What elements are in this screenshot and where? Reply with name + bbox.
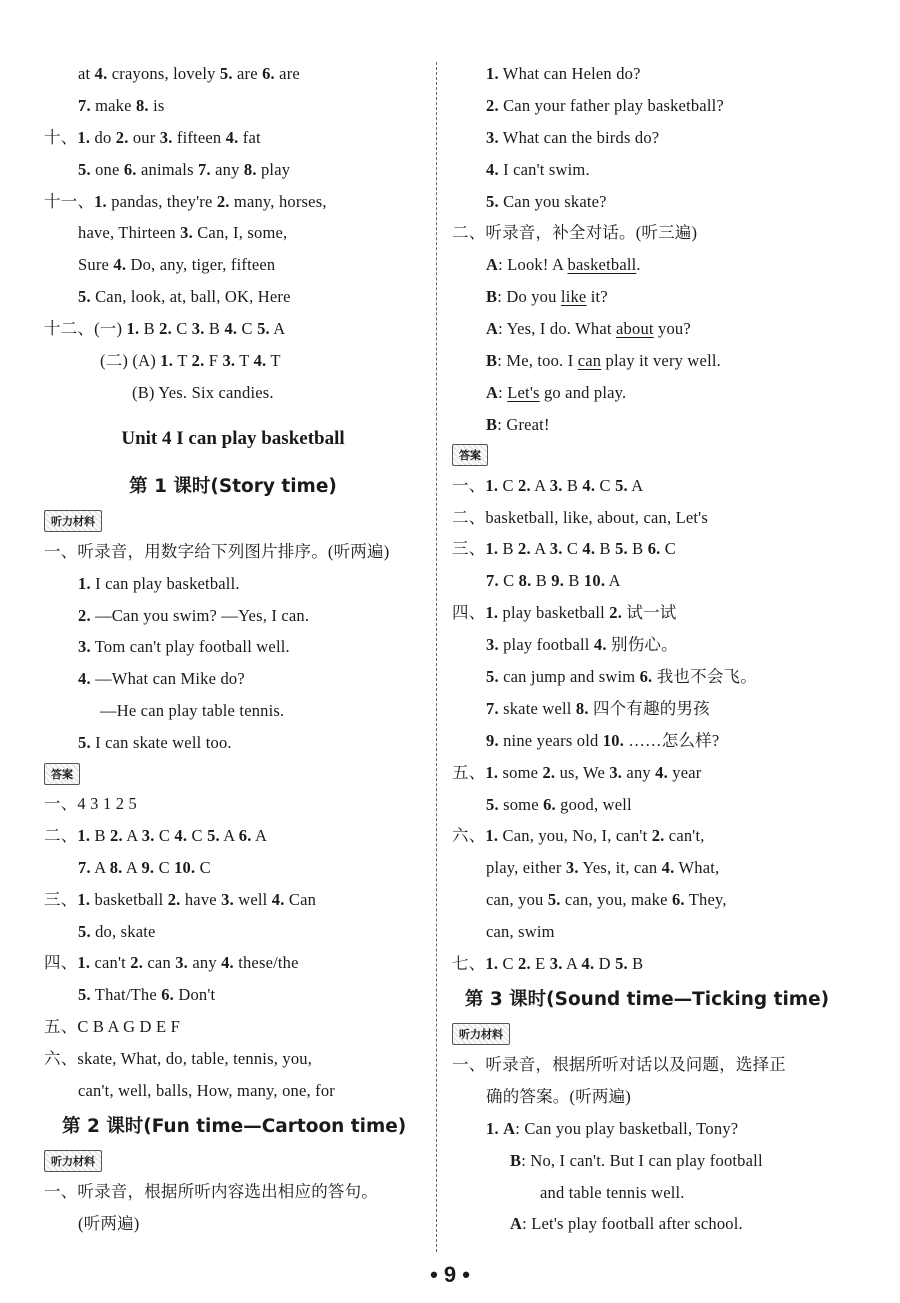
text-line: Sure 4. Do, any, tiger, fifteen xyxy=(78,255,276,275)
text-line: 三、1. B 2. A 3. C 4. B 5. B 6. C xyxy=(452,539,677,559)
text-line: 5. do, skate xyxy=(78,921,156,941)
section-tag-row xyxy=(44,507,422,536)
text-line: 5. one 6. animals 7. any 8. play xyxy=(78,159,291,179)
text-line: 六、1. Can, you, No, I, can't 2. can't, xyxy=(452,826,705,846)
text-line: 十一、1. pandas, they're 2. many, horses, xyxy=(44,191,327,211)
text-line: 3. What can the birds do? xyxy=(486,127,660,147)
text-line: 一、听录音，用数字给下列图片排序。(听两遍) xyxy=(44,541,390,561)
text-line: 7. C 8. B 9. B 10. A xyxy=(486,571,621,591)
section-tag-row xyxy=(44,1147,422,1176)
text-line: can, swim xyxy=(486,922,555,942)
text-line: 十二、(一) 1. B 2. C 3. B 4. C 5. A xyxy=(44,319,286,339)
page-number: • 9 • xyxy=(430,1262,470,1287)
lesson-heading: 第 3 课时(Sound time—Ticking time) xyxy=(464,988,830,1010)
text-line: 4. —What can Mike do? xyxy=(78,669,245,689)
text-line: have, Thirteen 3. Can, I, some, xyxy=(78,223,288,243)
text-line: 十、1. do 2. our 3. fifteen 4. fat xyxy=(44,127,261,147)
left-column xyxy=(44,58,422,1240)
text-line: B: Great! xyxy=(486,414,550,434)
text-line: A: Yes, I do. What about you? xyxy=(486,319,691,339)
section-tag-row xyxy=(452,1020,842,1049)
text-line: (听两遍) xyxy=(78,1213,140,1233)
right-column xyxy=(452,58,842,1240)
text-line: B: No, I can't. But I can play football xyxy=(510,1150,763,1170)
text-line: 三、1. basketball 2. have 3. well 4. Can xyxy=(44,889,317,909)
text-line: 五、C B A G D E F xyxy=(44,1017,180,1037)
text-line: 四、1. can't 2. can 3. any 4. these/the xyxy=(44,953,299,973)
text-line: 五、1. some 2. us, We 3. any 4. year xyxy=(452,762,702,782)
text-line: 7. skate well 8. 四个有趣的男孩 xyxy=(486,698,710,718)
column-divider xyxy=(436,62,437,1252)
text-line: 四、1. play basketball 2. 试一试 xyxy=(452,603,677,623)
text-line: play, either 3. Yes, it, can 4. What, xyxy=(486,858,720,878)
text-line: 7. make 8. is xyxy=(78,95,165,115)
text-line: 2. —Can you swim? —Yes, I can. xyxy=(78,605,310,625)
text-line: and table tennis well. xyxy=(540,1182,685,1202)
text-line: 七、1. C 2. E 3. A 4. D 5. B xyxy=(452,954,644,974)
text-line: 确的答案。(听两遍) xyxy=(486,1086,631,1106)
text-line: 一、4 3 1 2 5 xyxy=(44,794,137,814)
text-line: 1. A: Can you play basketball, Tony? xyxy=(486,1118,739,1138)
text-line: 1. I can play basketball. xyxy=(78,573,240,593)
text-line: 二、听录音，补全对话。(听三遍) xyxy=(452,223,698,243)
section-tag: 答案 xyxy=(44,763,80,785)
text-line: 六、skate, What, do, table, tennis, you, xyxy=(44,1049,313,1069)
text-line: 二、basketball, like, about, can, Let's xyxy=(452,507,708,527)
text-line: 一、听录音，根据所听内容选出相应的答句。 xyxy=(44,1181,378,1201)
text-line: 4. I can't swim. xyxy=(486,159,590,179)
text-line: 二、1. B 2. A 3. C 4. C 5. A 6. A xyxy=(44,825,268,845)
text-line: 5. Can, look, at, ball, OK, Here xyxy=(78,287,291,307)
text-line: 7. A 8. A 9. C 10. C xyxy=(78,857,211,877)
text-line: at 4. crayons, lovely 5. are 6. are xyxy=(78,64,300,83)
text-line: 5. Can you skate? xyxy=(486,191,607,211)
text-line: can't, well, balls, How, many, one, for xyxy=(78,1081,335,1101)
section-tag: 答案 xyxy=(452,444,488,466)
section-tag: 听力材料 xyxy=(44,1150,102,1172)
text-line: 一、听录音，根据所听对话以及问题，选择正 xyxy=(452,1054,786,1074)
text-line: 3. Tom can't play football well. xyxy=(78,637,290,657)
section-tag: 听力材料 xyxy=(44,510,102,532)
text-line: 9. nine years old 10. ……怎么样? xyxy=(486,730,720,750)
text-line: 3. play football 4. 别伤心。 xyxy=(486,635,678,655)
text-line: B: Me, too. I can play it very well. xyxy=(486,351,721,371)
lesson-heading: 第 1 课时(Story time) xyxy=(129,475,337,497)
unit-title: Unit 4 I can play basketball xyxy=(121,427,345,449)
text-line: A: Let's go and play. xyxy=(486,382,627,402)
text-line: A: Look! A basketball. xyxy=(486,255,641,275)
text-line: (B) Yes. Six candies. xyxy=(132,382,274,402)
text-line: 5. can jump and swim 6. 我也不会飞。 xyxy=(486,667,757,687)
text-line: 1. What can Helen do? xyxy=(486,64,641,83)
text-line: 5. That/The 6. Don't xyxy=(78,985,216,1005)
text-line: B: Do you like it? xyxy=(486,287,608,307)
section-tag-row xyxy=(452,441,842,470)
lesson-heading: 第 2 课时(Fun time—Cartoon time) xyxy=(62,1115,407,1137)
text-line: can, you 5. can, you, make 6. They, xyxy=(486,890,727,910)
text-line: 一、1. C 2. A 3. B 4. C 5. A xyxy=(452,475,644,495)
section-tag: 听力材料 xyxy=(452,1023,510,1045)
text-line: A: Let's play football after school. xyxy=(510,1214,743,1234)
text-line: 2. Can your father play basketball? xyxy=(486,95,724,115)
section-tag-row xyxy=(44,759,422,788)
text-line: —He can play table tennis. xyxy=(100,701,285,721)
text-line: (二) (A) 1. T 2. F 3. T 4. T xyxy=(100,351,281,371)
text-line: 5. some 6. good, well xyxy=(486,794,632,814)
text-line: 5. I can skate well too. xyxy=(78,733,232,753)
